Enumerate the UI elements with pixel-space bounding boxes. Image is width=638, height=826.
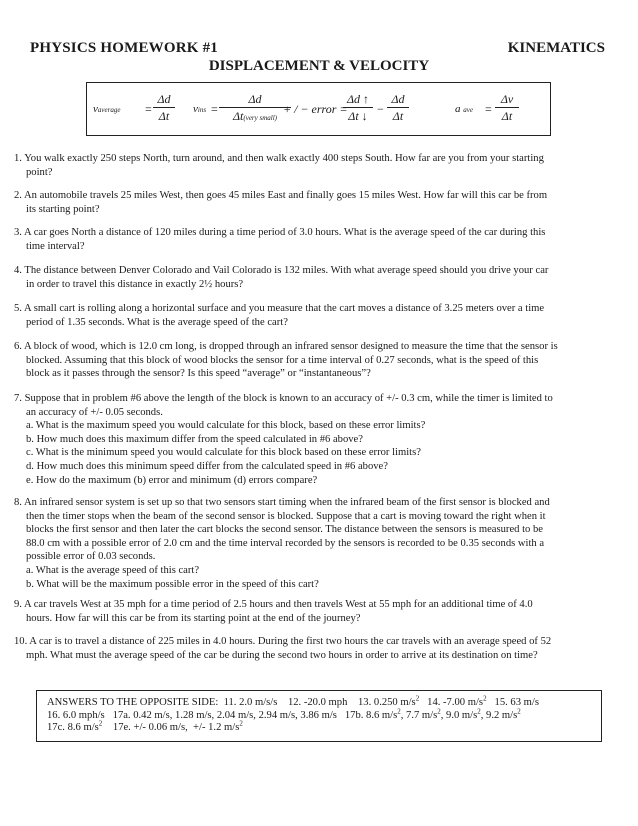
answer-17b-part: , 9.2 m/s [480,709,518,721]
minus-sign: − [377,102,384,116]
question-4 [14,264,618,291]
question-text-cont: its starting point? [26,203,100,215]
answer-17e-2 [193,719,243,733]
question-7 [14,392,618,487]
answer-13 [358,694,420,708]
question-text-cont: blocked. Assuming that this block of wood blocks the sensor for a time interval of 0.27 seconds, what is the speed of this [26,354,539,366]
error-fraction-2 [387,92,409,123]
answer-14-text: 14. -7.00 m/s [427,697,484,708]
numerator: Δd [248,92,262,106]
answer-17b-part: , 7.7 m/s [400,709,438,721]
answer-17e: 17e. +/- 0.06 m/s, [112,722,188,733]
v-average-label: v [93,103,98,115]
question-text-cont: an accuracy of +/- 0.05 seconds. [26,406,163,418]
page-subtitle: DISPLACEMENT & VELOCITY [208,58,430,74]
error-fraction-1 [343,92,373,123]
equals-sign: = [485,102,492,116]
question-7a: a. What is the maximum speed you would calculate for this block, based on these error limits? [26,420,426,432]
numerator: Δd [391,92,405,106]
answer-17b-part: 17b. 8.6 m/s [344,709,398,721]
equals-sign: = [211,102,218,116]
question-text-cont: period of 1.35 seconds. What is the average speed of the cart? [26,316,288,328]
question-text: 8. An infrared sensor system is set up so that two sensors start timing when the infrared beam of the first sensor is blocked and [14,497,550,508]
question-text: 5. A small cart is rolling along a horizontal surface and you measure that the cart moves a distance of 3.25 meters over a time [14,303,545,314]
v-ins-label: v [193,103,198,115]
question-text: 1. You walk exactly 250 steps North, turn around, and then walk exactly 400 steps South. How far are you from your starting [14,153,544,164]
fraction-bar [153,107,175,108]
question-text-cont: in order to travel this distance in exactly 2½ hours? [26,278,244,290]
superscript: 2 [98,719,103,728]
denominator: Δt [501,109,513,123]
question-8b: b. What will be the maximum possible error in the speed of this cart? [26,578,319,590]
question-text-cont: time interval? [26,240,85,252]
question-9 [14,598,618,625]
question-5 [14,302,618,329]
question-10 [14,635,618,662]
a-ave-fraction [495,92,519,123]
equals-sign: = [145,102,152,116]
answer-17e-text: +/- 1.2 m/s [193,722,240,733]
numerator: Δd [157,92,171,106]
v-average-symbol [93,103,120,115]
superscript: 2 [437,706,441,715]
answer-17c [47,719,103,733]
superscript: 2 [477,706,481,715]
question-text: 9. A car travels West at 35 mph for a time period of 2.5 hours and then travels West at 55 mph for an additional time of 4.0 [14,599,533,610]
question-text: 3. A car goes North a distance of 120 miles during a time period of 3.0 hours. What is the average speed of the car during this [14,227,546,238]
denominator: Δt ↓ [348,109,368,123]
question-8a: a. What is the average speed of this cart? [26,564,200,576]
topic-title: KINEMATICS [507,40,605,56]
question-text-cont: block as it passes through the sensor? Is this speed “average” or “instantaneous”? [26,368,371,380]
error-label: + / − error = [283,102,348,116]
answer-15: 15. 63 m/s [494,697,539,708]
question-text: 2. An automobile travels 25 miles West, then goes 45 miles East and finally goes 15 miles West. How far will this car be from [14,190,548,201]
answer-17b [344,706,521,721]
a-ave-symbol [455,103,473,115]
superscript: 2 [415,694,420,703]
denominator [219,109,291,125]
v-average-fraction [153,92,175,123]
answers-intro: ANSWERS TO THE OPPOSITE SIDE: [47,697,219,708]
question-7c: c. What is the minimum speed you would calculate for this block based on these error limits? [26,447,421,459]
answer-17c-text: 17c. 8.6 m/s [47,722,99,733]
question-text: 6. A block of wood, which is 12.0 cm long, is dropped through an infrared sensor designed to measure the time that the sensor is [14,341,558,352]
question-text: 10. A car is to travel a distance of 225 miles in 4.0 hours. During the first two hours the car travels with an average speed of 52 [14,636,552,647]
v-ins-fraction [219,92,291,125]
answers-line-2 [47,706,601,723]
a-ave-sub: ave [463,106,473,114]
fraction-bar [387,107,409,108]
homework-title: PHYSICS HOMEWORK #1 [30,40,218,56]
fraction-bar [343,107,373,108]
numerator: Δd ↑ [346,92,370,106]
answers-box [36,690,602,742]
a-ave-label: a [455,103,461,115]
superscript: 2 [239,719,243,728]
answers-line-3 [47,719,601,735]
v-average-sub: average [97,106,121,114]
question-2 [14,189,618,216]
question-text: 7. Suppose that in problem #6 above the length of the block is known to an accuracy of +/- 0.3 cm, while the timer is limited to [14,393,553,404]
very-small-sub: (very small) [243,114,278,122]
question-text-cont: mph. What must the average speed of the car be during the second two hours in order to arrive at its destination on time? [26,649,538,661]
fraction-bar [219,107,291,108]
superscript: 2 [483,694,487,703]
question-text: 4. The distance between Denver Colorado and Vail Colorado is 132 miles. With what average speed should you drive your car [14,265,549,276]
denominator: Δt [158,109,170,123]
answer-16: 16. 6.0 mph/s [47,709,105,721]
numerator: Δv [500,92,514,106]
answer-12: 12. -20.0 mph [287,697,348,708]
superscript: 2 [517,706,521,715]
question-text-cont: blocks the first sensor and then later the cart blocks the second sensor. The distance between the sensors is measured to be [26,524,543,536]
question-text-cont: 88.0 cm with a possible error of 2.0 cm and the time interval recorded by the sensors is recorded to be 0.35 seconds with a [26,537,545,549]
question-6 [14,340,618,381]
denominator: Δt [392,109,404,123]
formula-box [86,82,551,136]
question-1 [14,152,618,179]
question-text-cont: then the timer stops when the beam of the second sensor is blocked. Suppose that a cart is moving toward the right when it [26,510,546,522]
answer-17b-part: , 9.0 m/s [440,709,478,721]
v-ins-sub: ins [197,106,207,114]
question-7e: e. How do the maximum (b) error and minimum (d) errors compare? [26,474,318,486]
answer-11: 11. 2.0 m/s/s [223,697,278,708]
question-7b: b. How much does this maximum differ from the speed calculated in #6 above? [26,433,363,445]
question-8 [14,496,618,591]
delta-t: Δt [232,109,244,123]
v-ins-symbol [193,103,206,115]
answer-17a: 17a. 0.42 m/s, 1.28 m/s, 2.04 m/s, 2.94 m/s, 3.86 m/s [112,709,337,721]
fraction-bar [495,107,519,108]
answer-13-text: 13. 0.250 m/s [358,697,416,708]
question-text-cont: possible error of 0.03 seconds. [26,551,156,563]
question-text-cont: hours. How far will this car be from its starting point at the end of the journey? [26,612,361,624]
question-7d: d. How much does this minimum speed differ from the calculated speed in #6 above? [26,460,388,472]
question-3 [14,226,618,253]
superscript: 2 [397,706,401,715]
question-text-cont: point? [26,166,53,178]
